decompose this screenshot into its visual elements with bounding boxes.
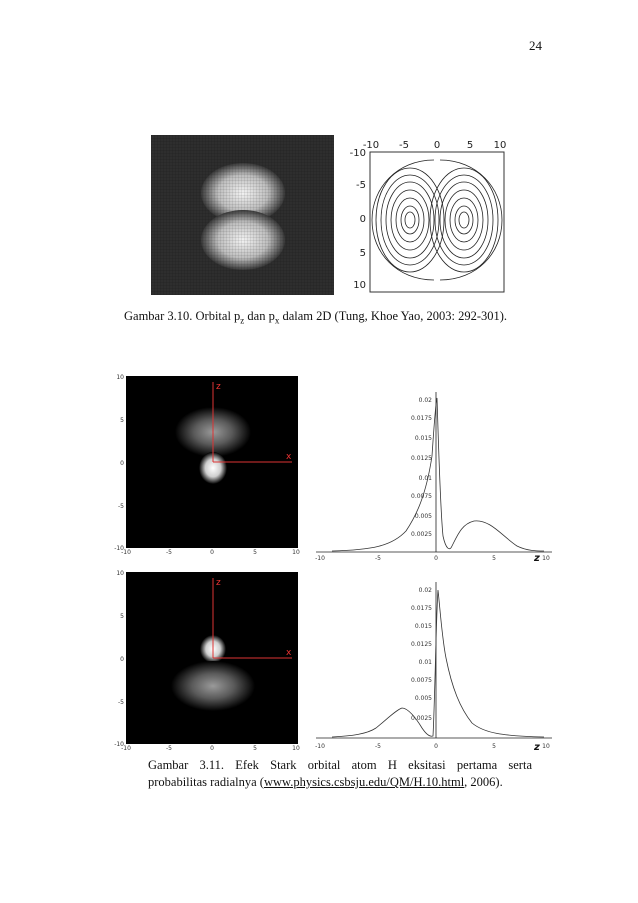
pz-orbital-image <box>151 135 334 295</box>
contour-xtick: 0 <box>433 140 441 151</box>
ytick: 10 <box>116 374 124 381</box>
xtick: -10 <box>315 743 325 750</box>
xtick: 5 <box>492 743 496 750</box>
contour-ytick: 0 <box>359 214 366 225</box>
axis-label-z: z <box>216 382 221 392</box>
ytick: 5 <box>120 613 124 620</box>
ytick: 0.005 <box>414 513 432 520</box>
axis-label-z: z <box>534 553 540 564</box>
xtick: -10 <box>121 549 131 556</box>
caption-line-1: Gambar 3.11. Efek Stark orbital atom H eksitasi pertama serta <box>148 758 532 772</box>
ytick: 0.0175 <box>411 415 432 422</box>
ytick: 0.015 <box>414 435 432 442</box>
ytick: 0 <box>120 656 124 663</box>
radial-probability-plot-bottom <box>312 578 556 758</box>
ytick: 0.015 <box>414 623 432 630</box>
contour-ytick: 5 <box>359 248 366 259</box>
ytick: 0.0075 <box>411 493 432 500</box>
axis-label-x: x <box>286 452 292 462</box>
ytick: 0.02 <box>418 397 432 404</box>
xtick: -10 <box>121 745 131 752</box>
xtick: -5 <box>375 555 381 562</box>
ytick: 0 <box>120 460 124 467</box>
ytick: -10 <box>114 741 124 748</box>
contour-xtick: -10 <box>362 140 380 151</box>
xtick: 0 <box>434 743 438 750</box>
contour-ytick: 10 <box>353 280 366 291</box>
stark-density-plot-bottom <box>110 566 306 752</box>
page-number: 24 <box>529 38 542 53</box>
source-link[interactable]: www.physics.csbsju.edu/QM/H.10.html <box>263 775 465 789</box>
ytick: 0.0075 <box>411 677 432 684</box>
ytick: 5 <box>120 417 124 424</box>
stark-density-plot-top <box>110 370 306 556</box>
xtick: 10 <box>542 555 550 562</box>
contour-ytick: -10 <box>349 148 366 159</box>
px-contour-plot <box>342 138 512 296</box>
ytick: 0.0125 <box>411 455 432 462</box>
xtick: 5 <box>253 549 257 556</box>
xtick: 0 <box>210 549 214 556</box>
xtick: 0 <box>434 555 438 562</box>
xtick: 10 <box>292 549 300 556</box>
ytick: 0.01 <box>418 475 432 482</box>
xtick: 10 <box>292 745 300 752</box>
ytick: -5 <box>118 503 124 510</box>
ytick: 0.0025 <box>411 531 432 538</box>
figure-3-10-caption: Gambar 3.10. Orbital $p_z$ dan $p_x$ dalam 2D (Tung, Khoe Yao, 2003: 292-301). <box>124 309 508 326</box>
ytick: 0.005 <box>414 695 432 702</box>
ytick: -5 <box>118 699 124 706</box>
ytick: 0.0125 <box>411 641 432 648</box>
xtick: 5 <box>492 555 496 562</box>
xtick: -10 <box>315 555 325 562</box>
xtick: 0 <box>210 745 214 752</box>
contour-xtick: 10 <box>493 140 507 151</box>
xtick: -5 <box>375 743 381 750</box>
axis-label-z: z <box>216 578 221 588</box>
radial-probability-plot-top <box>312 386 556 566</box>
contour-ytick: -5 <box>356 180 366 191</box>
ytick: 0.01 <box>418 659 432 666</box>
ytick: 0.0175 <box>411 605 432 612</box>
caption-line-2-prefix: probabilitas radialnya ( <box>148 775 264 789</box>
xtick: 10 <box>542 743 550 750</box>
axis-label-x: x <box>286 648 292 658</box>
axis-label-z: z <box>534 742 540 753</box>
figure-3-11-caption <box>148 757 532 791</box>
ytick: 0.02 <box>418 587 432 594</box>
ytick: 0.0025 <box>411 715 432 722</box>
ytick: 10 <box>116 570 124 577</box>
xtick: -5 <box>166 549 172 556</box>
ytick: -10 <box>114 545 124 552</box>
caption-line-2-suffix: , 2006). <box>464 775 503 789</box>
contour-xtick: 5 <box>466 140 474 151</box>
xtick: 5 <box>253 745 257 752</box>
contour-xtick: -5 <box>399 140 409 151</box>
xtick: -5 <box>166 745 172 752</box>
